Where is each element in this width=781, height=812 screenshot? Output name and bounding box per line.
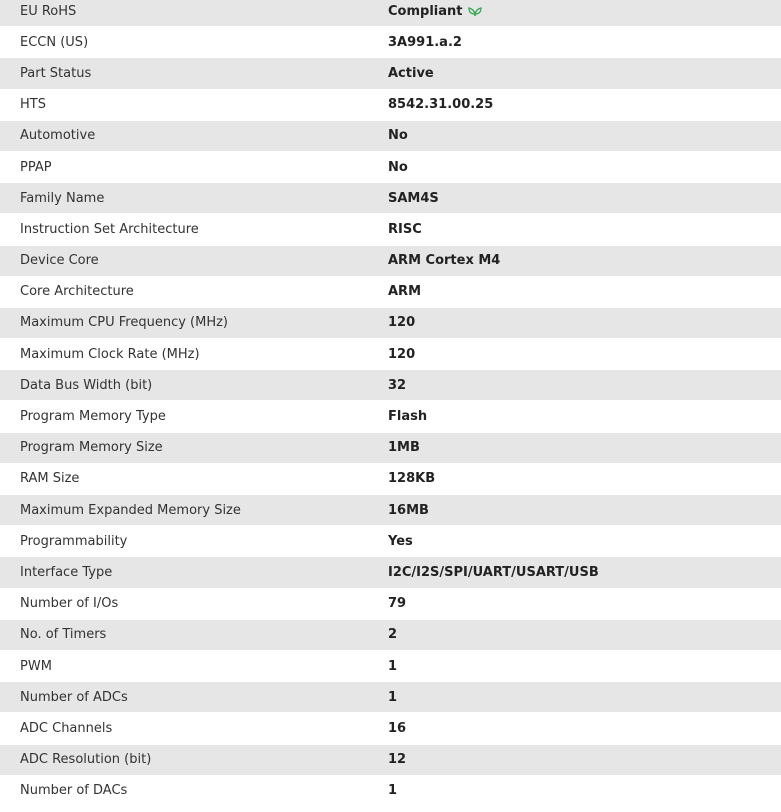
spec-label: Part Status xyxy=(20,65,92,81)
spec-row-eu-rohs xyxy=(0,0,781,27)
spec-row-number-of-dacs xyxy=(0,776,781,807)
spec-row-adc-channels xyxy=(0,713,781,744)
spec-label: Automotive xyxy=(20,128,96,144)
spec-label: Family Name xyxy=(20,190,105,206)
spec-value: 79 xyxy=(388,596,407,612)
spec-value xyxy=(388,4,781,19)
spec-value: 1 xyxy=(388,658,398,674)
spec-label: HTS xyxy=(20,97,46,113)
spec-row-program-memory-type xyxy=(0,401,781,432)
spec-label: No. of Timers xyxy=(20,627,107,643)
spec-row-programmability xyxy=(0,526,781,557)
spec-row-max-clock-rate xyxy=(0,339,781,370)
spec-row-number-of-ios xyxy=(0,589,781,620)
spec-value: 16 xyxy=(388,720,407,736)
spec-value: Yes xyxy=(388,533,413,549)
spec-value: 120 xyxy=(388,346,416,362)
spec-label: ECCN (US) xyxy=(20,34,89,50)
spec-label: Number of I/Os xyxy=(20,596,119,612)
spec-value: RISC xyxy=(388,221,422,237)
spec-value: 12 xyxy=(388,752,407,768)
spec-value: ARM xyxy=(388,284,422,300)
spec-label: Maximum Expanded Memory Size xyxy=(20,502,241,518)
spec-label: Number of ADCs xyxy=(20,689,128,705)
spec-row-interface-type xyxy=(0,557,781,588)
spec-label: Interface Type xyxy=(20,564,113,580)
spec-value: 128KB xyxy=(388,471,436,487)
spec-label: PWM xyxy=(20,658,52,674)
leaf-icon xyxy=(468,5,482,17)
spec-label: Instruction Set Architecture xyxy=(20,221,199,237)
spec-row-data-bus-width xyxy=(0,370,781,401)
spec-row-program-memory-size xyxy=(0,433,781,464)
spec-row-core-architecture xyxy=(0,277,781,308)
spec-row-isa xyxy=(0,214,781,245)
spec-value: 2 xyxy=(388,627,398,643)
spec-value: 3A991.a.2 xyxy=(388,34,462,50)
spec-row-pwm xyxy=(0,651,781,682)
spec-value: 16MB xyxy=(388,502,429,518)
spec-value: Active xyxy=(388,65,434,81)
spec-row-max-expanded-memory xyxy=(0,495,781,526)
spec-label: RAM Size xyxy=(20,471,80,487)
spec-value: I2C/I2S/SPI/UART/USART/USB xyxy=(388,564,599,580)
spec-value-text: Compliant xyxy=(388,3,463,19)
spec-label: ADC Resolution (bit) xyxy=(20,752,152,768)
spec-row-hts xyxy=(0,90,781,121)
spec-value: Flash xyxy=(388,409,428,425)
spec-label: Core Architecture xyxy=(20,284,134,300)
spec-label: Data Bus Width (bit) xyxy=(20,377,153,393)
spec-value: 8542.31.00.25 xyxy=(388,97,494,113)
spec-label: PPAP xyxy=(20,159,52,175)
spec-label: EU RoHS xyxy=(20,3,77,19)
spec-value: 1 xyxy=(388,689,398,705)
spec-label: ADC Channels xyxy=(20,720,113,736)
spec-value: 32 xyxy=(388,377,407,393)
spec-value: No xyxy=(388,159,408,175)
spec-label: Device Core xyxy=(20,253,99,269)
spec-row-family-name xyxy=(0,183,781,214)
spec-row-number-of-adcs xyxy=(0,682,781,713)
spec-value: 120 xyxy=(388,315,416,331)
spec-row-part-status xyxy=(0,58,781,89)
spec-row-device-core xyxy=(0,246,781,277)
spec-label: Program Memory Size xyxy=(20,440,163,456)
spec-value: No xyxy=(388,128,408,144)
spec-label: Program Memory Type xyxy=(20,409,166,425)
spec-value: SAM4S xyxy=(388,190,439,206)
spec-label: Maximum Clock Rate (MHz) xyxy=(20,346,200,362)
spec-row-ram-size xyxy=(0,464,781,495)
spec-row-ppap xyxy=(0,152,781,183)
spec-value: ARM Cortex M4 xyxy=(388,253,501,269)
spec-label: Maximum CPU Frequency (MHz) xyxy=(20,315,228,331)
spec-label: Number of DACs xyxy=(20,783,128,799)
spec-row-eccn xyxy=(0,27,781,58)
spec-row-adc-resolution xyxy=(0,745,781,776)
spec-value: 1 xyxy=(388,783,398,799)
spec-row-max-cpu-frequency xyxy=(0,308,781,339)
spec-label: Programmability xyxy=(20,533,128,549)
spec-row-automotive xyxy=(0,121,781,152)
spec-value: 1MB xyxy=(388,440,420,456)
spec-row-timers xyxy=(0,620,781,651)
